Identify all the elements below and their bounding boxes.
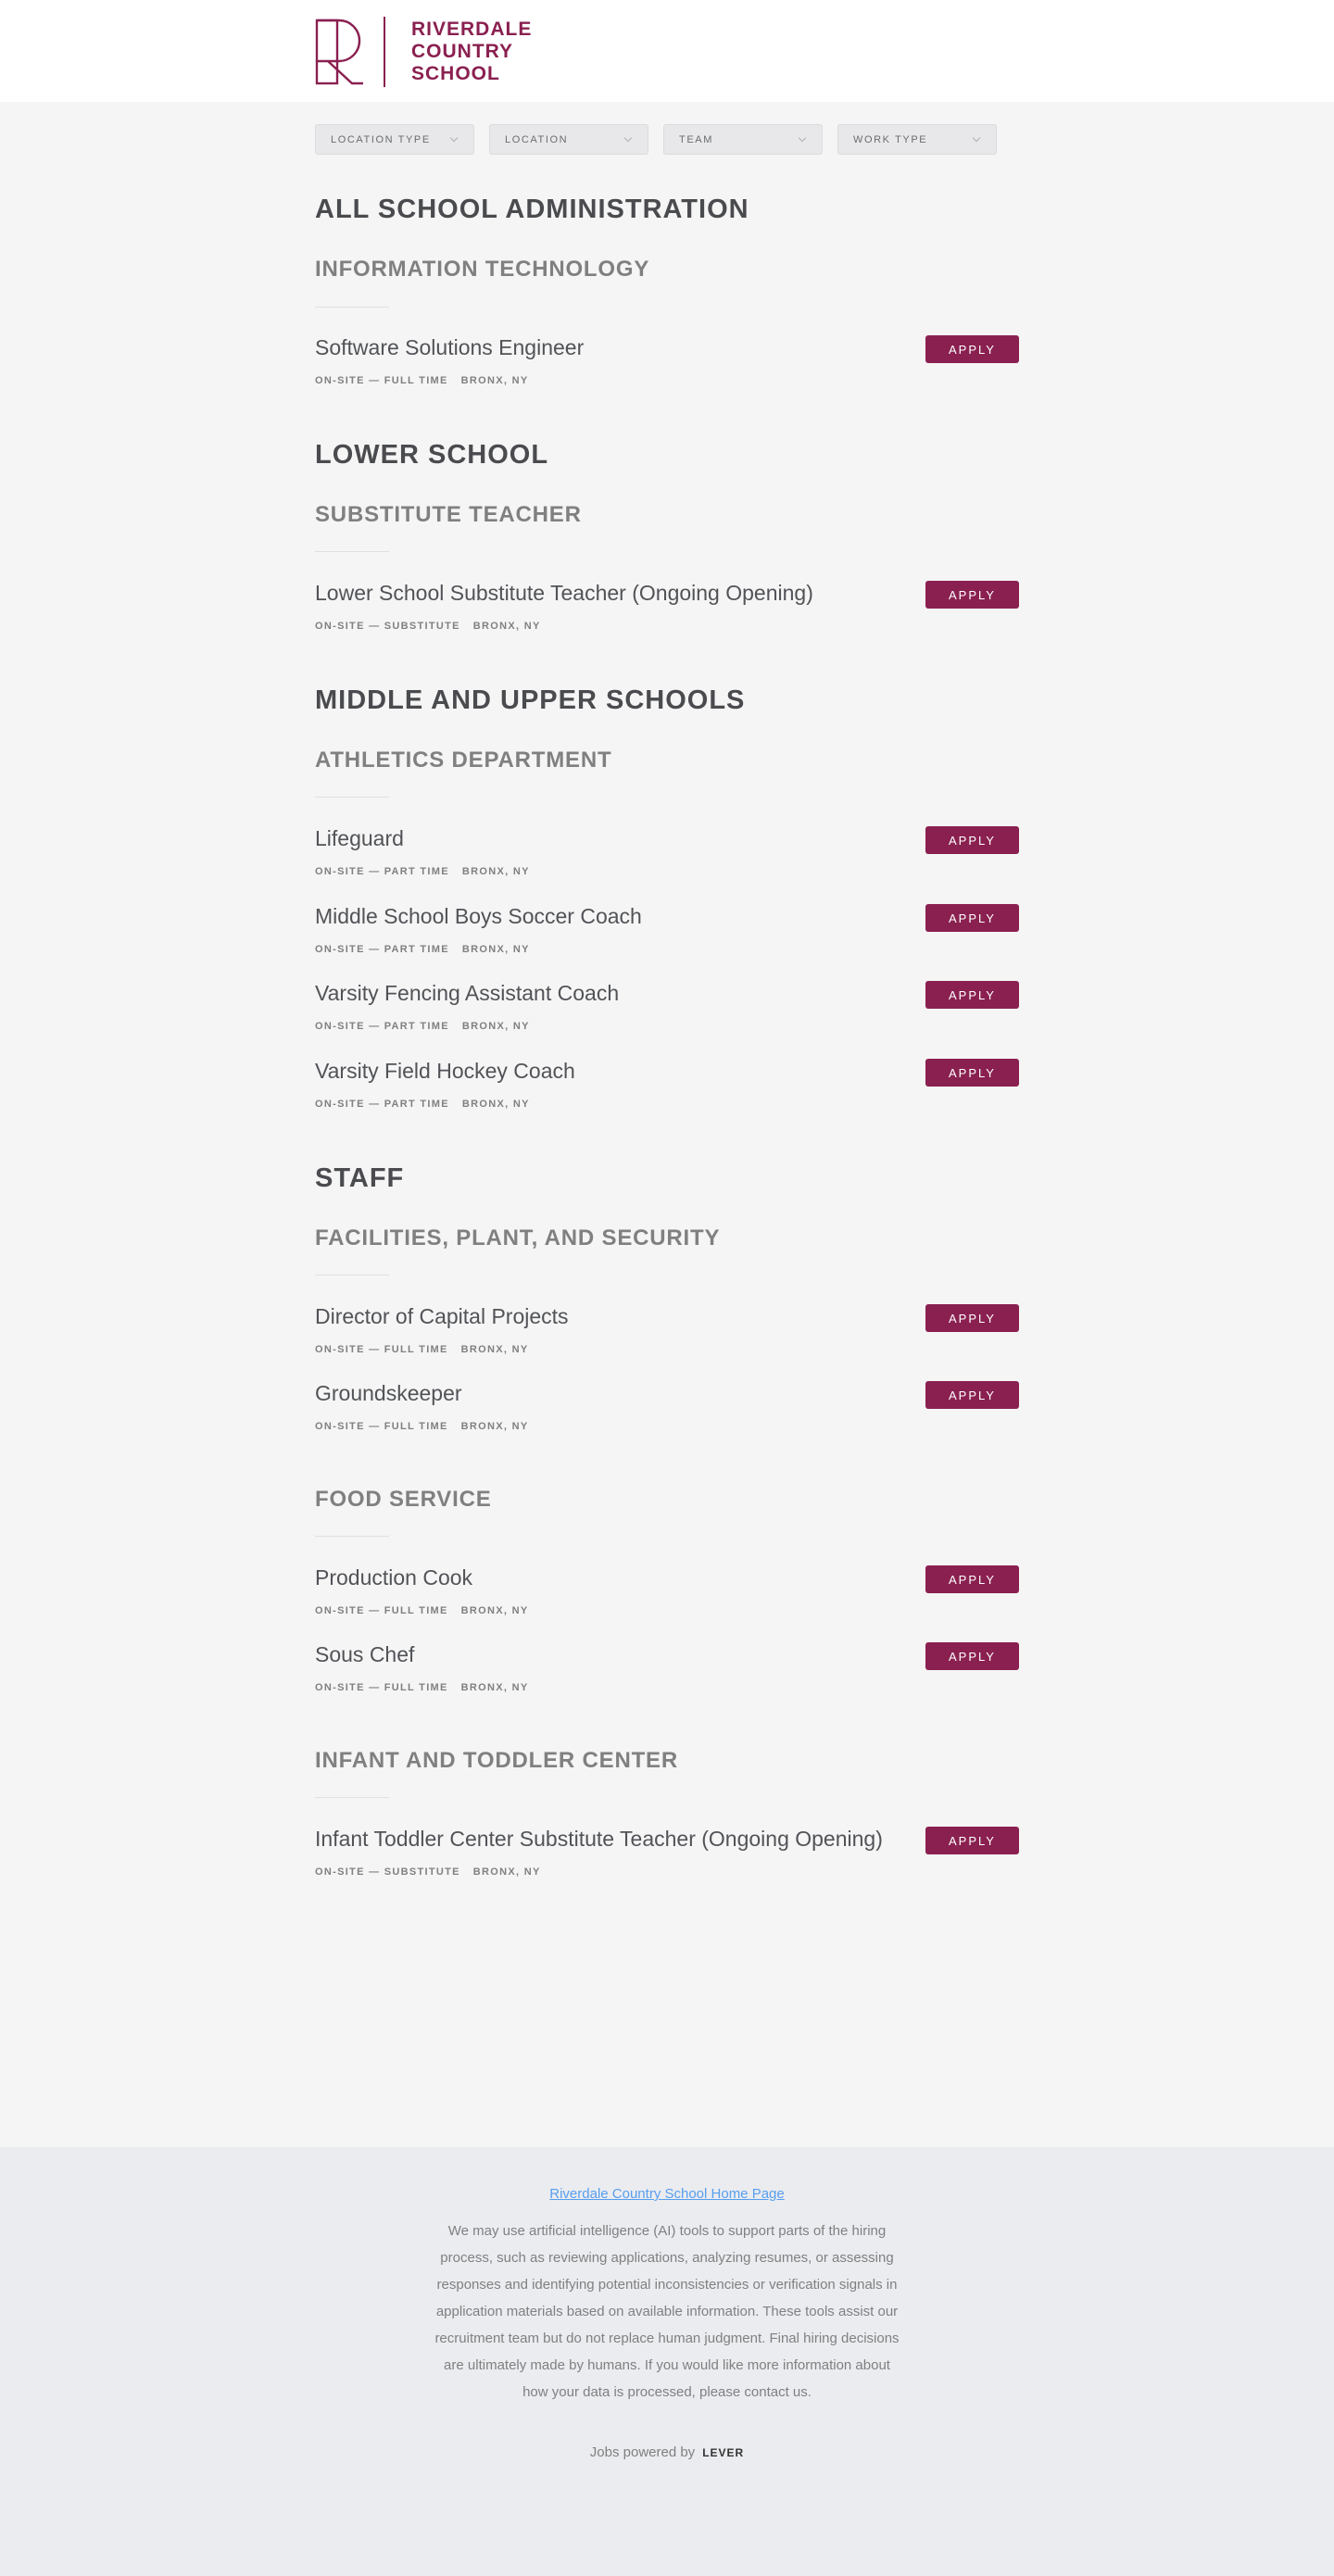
team-title: ATHLETICS DEPARTMENT — [315, 748, 612, 773]
apply-button[interactable]: APPLY — [925, 1642, 1019, 1670]
job-posting — [315, 904, 1019, 960]
filter-label: TEAM — [679, 133, 713, 145]
posting-location: BRONX, NY — [460, 375, 529, 386]
job-posting — [315, 335, 1019, 391]
job-posting — [315, 981, 1019, 1037]
posting-commitment: ON-SITE — FULL TIME — [315, 1605, 448, 1616]
posting-location: BRONX, NY — [461, 1099, 530, 1110]
postings-main — [315, 102, 1019, 1878]
posting-meta — [315, 944, 530, 955]
posting-meta — [315, 1866, 541, 1878]
lever-logo[interactable]: LEVER — [702, 2445, 745, 2459]
powered-by — [0, 2444, 1334, 2460]
posting-meta — [315, 1605, 529, 1616]
posting-title[interactable]: Sous Chef — [315, 1642, 415, 1666]
job-posting — [315, 581, 1019, 636]
chevron-down-icon — [798, 135, 807, 145]
filter-location-type[interactable] — [315, 124, 474, 155]
posting-commitment: ON-SITE — FULL TIME — [315, 375, 448, 386]
home-page-link[interactable]: Riverdale Country School Home Page — [549, 2186, 785, 2202]
group-title: ALL SCHOOL ADMINISTRATION — [315, 195, 749, 224]
job-posting — [315, 1827, 1019, 1882]
job-posting — [315, 1304, 1019, 1360]
filter-label: WORK TYPE — [853, 133, 928, 145]
posting-meta — [315, 866, 530, 877]
site-footer — [0, 2147, 1334, 2576]
chevron-down-icon — [623, 135, 633, 145]
posting-meta — [315, 1099, 530, 1110]
logo-divider — [384, 17, 385, 87]
logo-line: SCHOOL — [411, 63, 500, 84]
posting-title[interactable]: Varsity Field Hockey Coach — [315, 1059, 575, 1083]
job-posting — [315, 1059, 1019, 1114]
apply-button[interactable]: APPLY — [925, 1827, 1019, 1854]
ai-notice: We may use artificial intelligence (AI) tools to support parts of the hiring process, such as reviewing applications, analyzing resumes, or assessing responses and identifying potential inconsistencies or verification signals in application materials based on available information. These tools assist our recruitment team but do not replace human judgment. Final hiring decisions are ultimately made by humans. If you would like more information about how your data is processed, please contact us. — [434, 2223, 900, 2400]
team-divider — [315, 1536, 389, 1537]
posting-commitment: ON-SITE — FULL TIME — [315, 1344, 448, 1355]
posting-commitment: ON-SITE — SUBSTITUTE — [315, 621, 460, 632]
site-header — [0, 0, 1334, 102]
posting-meta — [315, 375, 529, 386]
posting-location: BRONX, NY — [461, 944, 530, 955]
team-title: INFORMATION TECHNOLOGY — [315, 257, 650, 282]
filter-location[interactable] — [489, 124, 648, 155]
apply-button[interactable]: APPLY — [925, 581, 1019, 609]
filter-team[interactable] — [663, 124, 823, 155]
job-posting — [315, 1565, 1019, 1621]
chevron-down-icon — [449, 135, 459, 145]
group-title: LOWER SCHOOL — [315, 440, 549, 470]
apply-button[interactable]: APPLY — [925, 904, 1019, 932]
job-posting — [315, 826, 1019, 882]
posting-commitment: ON-SITE — SUBSTITUTE — [315, 1866, 460, 1878]
posting-meta — [315, 621, 541, 632]
logo-mark-icon — [315, 19, 363, 85]
team-divider — [315, 797, 389, 798]
posting-commitment: ON-SITE — PART TIME — [315, 866, 449, 877]
posting-meta — [315, 1344, 529, 1355]
logo-text — [411, 19, 532, 85]
posting-commitment: ON-SITE — PART TIME — [315, 1021, 449, 1032]
group-title: STAFF — [315, 1163, 405, 1193]
filter-work-type[interactable] — [837, 124, 997, 155]
logo-line: RIVERDALE — [411, 19, 533, 40]
team-title: SUBSTITUTE TEACHER — [315, 502, 582, 527]
filter-label: LOCATION TYPE — [331, 133, 431, 145]
team-divider — [315, 551, 389, 552]
posting-location: BRONX, NY — [460, 1682, 529, 1693]
apply-button[interactable]: APPLY — [925, 335, 1019, 363]
apply-button[interactable]: APPLY — [925, 1381, 1019, 1409]
team-title: FOOD SERVICE — [315, 1487, 492, 1512]
group-title: MIDDLE AND UPPER SCHOOLS — [315, 685, 746, 715]
posting-title[interactable]: Varsity Fencing Assistant Coach — [315, 981, 620, 1005]
job-posting — [315, 1381, 1019, 1437]
posting-title[interactable]: Software Solutions Engineer — [315, 335, 585, 359]
apply-button[interactable]: APPLY — [925, 1304, 1019, 1332]
filter-label: LOCATION — [505, 133, 569, 145]
posting-location: BRONX, NY — [472, 621, 541, 632]
posting-title[interactable]: Director of Capital Projects — [315, 1304, 569, 1328]
posting-meta — [315, 1682, 529, 1693]
team-divider — [315, 1797, 389, 1798]
posting-location: BRONX, NY — [461, 866, 530, 877]
apply-button[interactable]: APPLY — [925, 826, 1019, 854]
powered-by-text: Jobs powered by — [589, 2444, 696, 2460]
chevron-down-icon — [972, 135, 981, 145]
posting-title[interactable]: Infant Toddler Center Substitute Teacher (Ongoing Opening) — [315, 1827, 883, 1851]
posting-location: BRONX, NY — [460, 1344, 529, 1355]
school-logo[interactable] — [315, 17, 532, 87]
posting-location: BRONX, NY — [461, 1021, 530, 1032]
logo-line: COUNTRY — [411, 41, 514, 62]
posting-commitment: ON-SITE — FULL TIME — [315, 1682, 448, 1693]
posting-location: BRONX, NY — [460, 1421, 529, 1432]
posting-commitment: ON-SITE — PART TIME — [315, 944, 449, 955]
posting-title[interactable]: Production Cook — [315, 1565, 473, 1590]
team-title: FACILITIES, PLANT, AND SECURITY — [315, 1225, 721, 1250]
posting-title[interactable]: Groundskeeper — [315, 1381, 462, 1405]
team-title: INFANT AND TODDLER CENTER — [315, 1748, 678, 1773]
posting-title[interactable]: Lifeguard — [315, 826, 404, 850]
posting-title[interactable]: Middle School Boys Soccer Coach — [315, 904, 642, 928]
job-posting — [315, 1642, 1019, 1698]
posting-commitment: ON-SITE — FULL TIME — [315, 1421, 448, 1432]
posting-title[interactable]: Lower School Substitute Teacher (Ongoing Opening) — [315, 581, 813, 605]
posting-location: BRONX, NY — [472, 1866, 541, 1878]
posting-meta — [315, 1421, 529, 1432]
apply-button[interactable]: APPLY — [925, 981, 1019, 1009]
filter-bar — [315, 124, 1019, 155]
apply-button[interactable]: APPLY — [925, 1565, 1019, 1593]
posting-meta — [315, 1021, 530, 1032]
apply-button[interactable]: APPLY — [925, 1059, 1019, 1087]
posting-commitment: ON-SITE — PART TIME — [315, 1099, 449, 1110]
team-divider — [315, 307, 389, 308]
posting-location: BRONX, NY — [460, 1605, 529, 1616]
